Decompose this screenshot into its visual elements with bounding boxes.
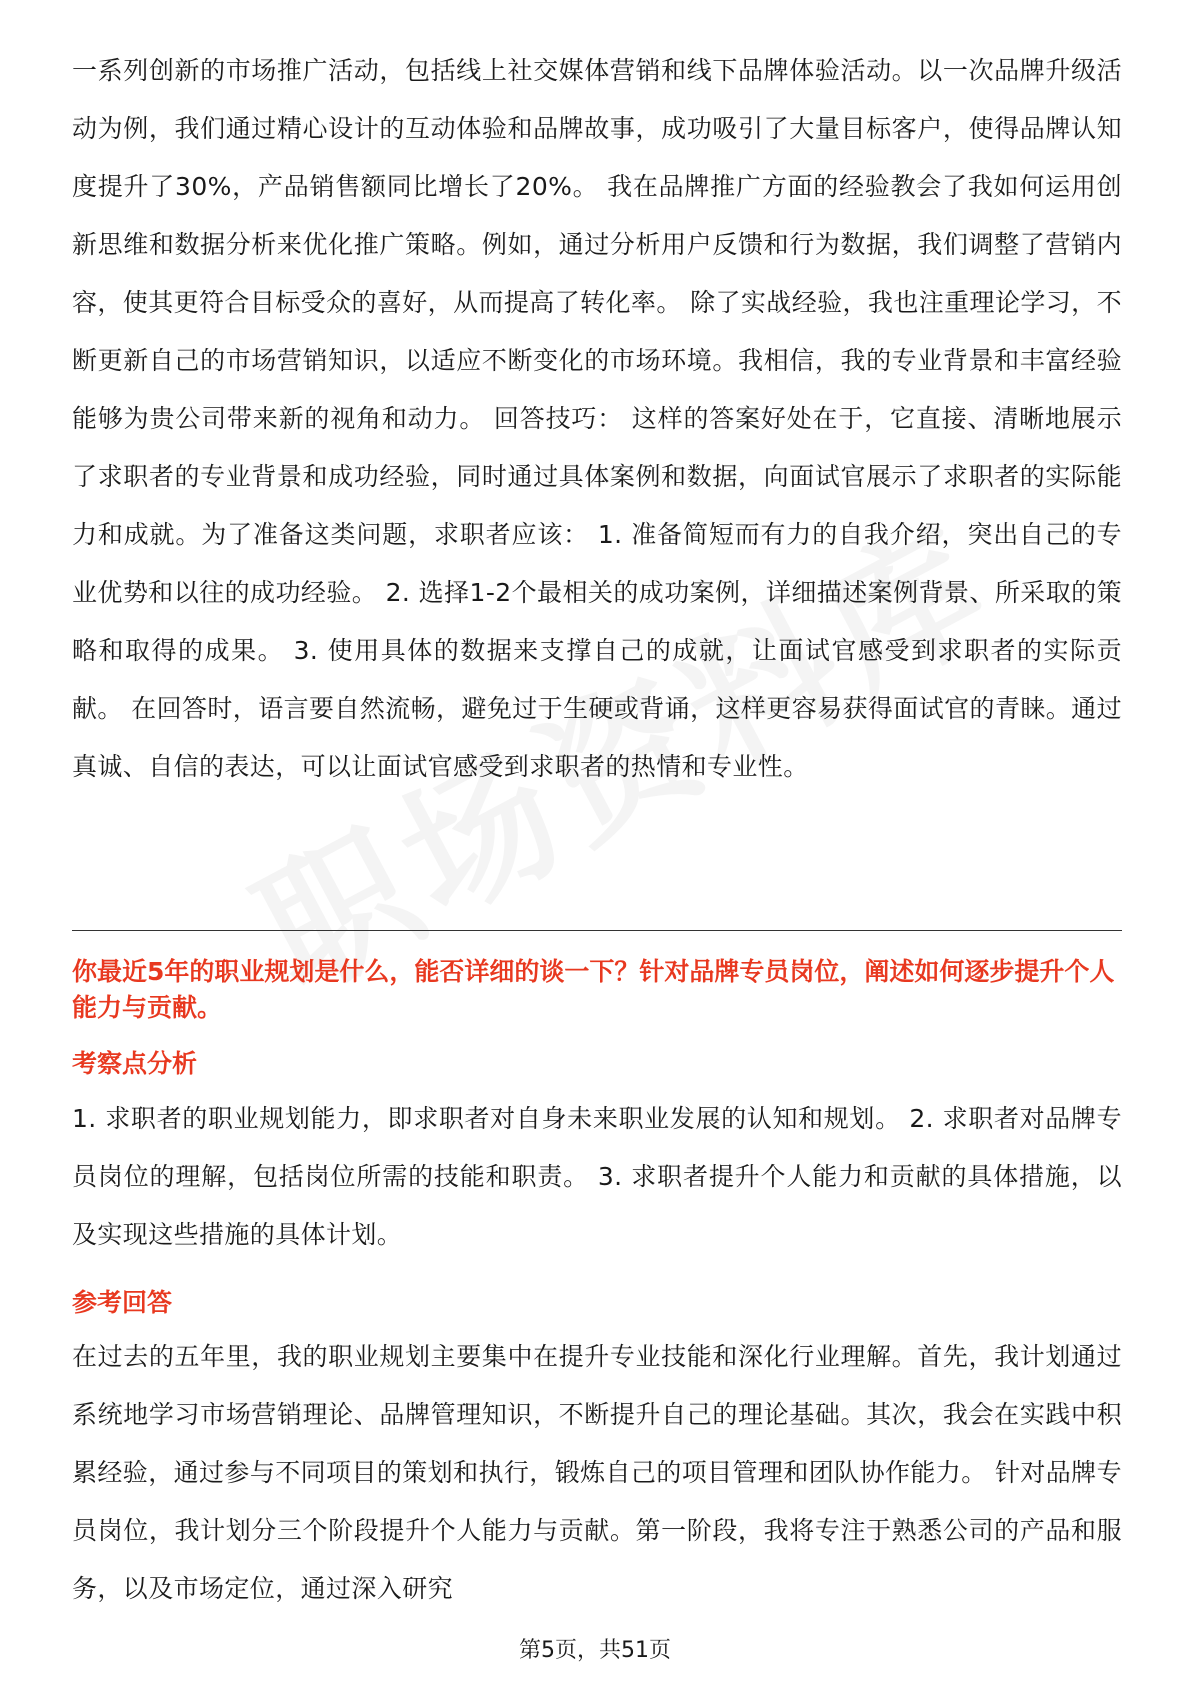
page-number-footer: 第5页，共51页 — [519, 1638, 671, 1663]
section-divider — [72, 930, 1122, 931]
interview-question: 你最近5年的职业规划是什么，能否详细的谈一下？针对品牌专员岗位，阐述如何逐步提升个人能力与贡献。 — [72, 957, 1115, 1022]
reference-answer-heading: 参考回答 — [72, 1288, 173, 1317]
analysis-body: 1. 求职者的职业规划能力，即求职者对自身未来职业发展的认知和规划。 2. 求职者对品牌专员岗位的理解，包括岗位所需的技能和职责。 3. 求职者提升个人能力和贡献的具体措施，以及实现这些措施的具体计划。 — [72, 1104, 1122, 1249]
previous-answer-continuation: 一系列创新的市场推广活动，包括线上社交媒体营销和线下品牌体验活动。以一次品牌升级活动为例，我们通过精心设计的互动体验和品牌故事，成功吸引了大量目标客户，使得品牌认知度提升了30%，产品销售额同比增长了20%。 我在品牌推广方面的经验教会了我如何运用创新思维和数据分析来优化推广策略。例如，通过分析用户反馈和行为数据，我们调整了营销内容，使其更符合目标受众的喜好，从而提高了转化率。 除了实战经验，我也注重理论学习，不断更新自己的市场营销知识，以适应不断变化的市场环境。我相信，我的专业背景和丰富经验能够为贵公司带来新的视角和动力。 回答技巧： 这样的答案好处在于，它直接、清晰地展示了求职者的专业背景和成功经验，同时通过具体案例和数据，向面试官展示了求职者的实际能力和成就。为了准备这类问题，求职者应该： 1. 准备简短而有力的自我介绍，突出自己的专业优势和以往的成功经验。 2. 选择1-2个最相关的成功案例，详细描述案例背景、所采取的策略和取得的成果。 3. 使用具体的数据来支撑自己的成就，让面试官感受到求职者的实际贡献。 在回答时，语言要自然流畅，避免过于生硬或背诵，这样更容易获得面试官的青睐。通过真诚、自信的表达，可以让面试官感受到求职者的热情和专业性。 — [72, 56, 1122, 781]
analysis-heading: 考察点分析 — [72, 1049, 198, 1078]
reference-answer-body: 在过去的五年里，我的职业规划主要集中在提升专业技能和深化行业理解。首先，我计划通过系统地学习市场营销理论、品牌管理知识，不断提升自己的理论基础。其次，我会在实践中积累经验，通过参与不同项目的策划和执行，锻炼自己的项目管理和团队协作能力。 针对品牌专员岗位，我计划分三个阶段提升个人能力与贡献。第一阶段，我将专注于熟悉公司的产品和服务，以及市场定位，通过深入研究 — [72, 1342, 1122, 1603]
